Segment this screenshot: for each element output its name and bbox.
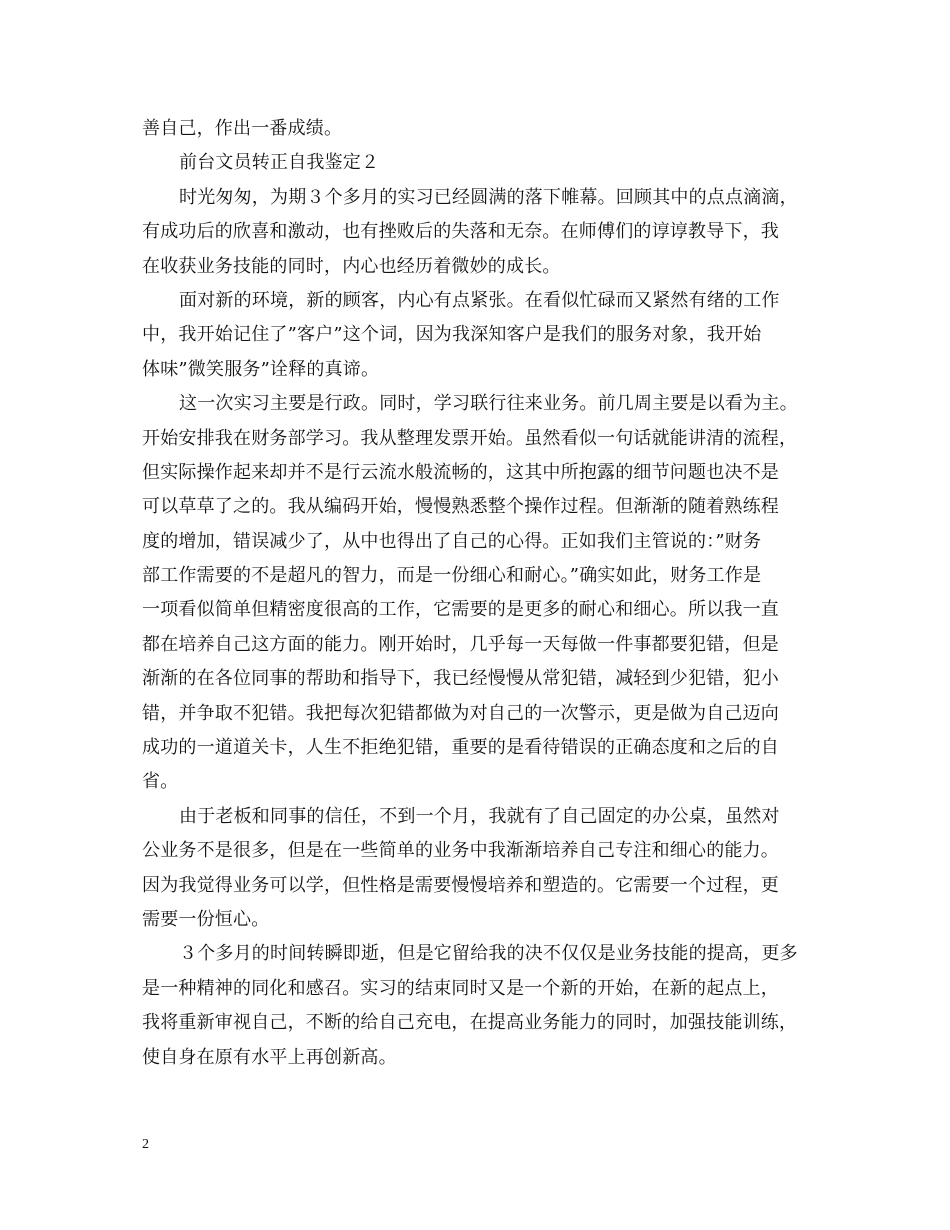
- paragraph-2-line: 中，我开始记住了”客户”这个词，因为我深知客户是我们的服务对象，我开始: [142, 324, 762, 346]
- document-body: [142, 112, 818, 1075]
- paragraph-3-line: 成功的一道道关卡，人生不拒绝犯错，重要的是看待错误的正确态度和之后的自: [142, 737, 779, 759]
- paragraph-2-line: 面对新的环境，新的顾客，内心有点紧张。在看似忙碌而又紧然有绪的工作: [179, 289, 780, 311]
- paragraph-5-line: 使自身在原有水平上再创新高。: [142, 1046, 397, 1068]
- paragraph-1-line: 时光匆匆，为期３个多月的实习已经圆满的落下帷幕。回顾其中的点点滴滴，: [179, 186, 798, 208]
- paragraph-1-line: 在收获业务技能的同时，内心也经历着微妙的成长。: [142, 255, 561, 277]
- paragraph-3-line: 渐渐的在各位同事的帮助和指导下，我已经慢慢从常犯错，减轻到少犯错，犯小: [142, 668, 779, 690]
- page-number: 2: [142, 1137, 149, 1152]
- paragraph-3-line: 可以草草了之的。我从编码开始，慢慢熟悉整个操作过程。但渐渐的随着熟练程: [142, 496, 779, 518]
- paragraph-3-line: 错，并争取不犯错。我把每次犯错都做为对自己的一次警示，更是做为自己迈向: [142, 702, 779, 724]
- paragraph-2-line: 体味”微笑服务”诠释的真谛。: [142, 358, 380, 380]
- paragraph-5-line: 是一种精神的同化和感召。实习的结束同时又是一个新的开始，在新的起点上，: [142, 977, 779, 999]
- paragraph-4-line: 因为我觉得业务可以学，但性格是需要慢慢培养和塑造的。它需要一个过程，更: [142, 874, 779, 896]
- paragraph-5-line: ３个多月的时间转瞬即逝，但是它留给我的决不仅仅是业务技能的提高，更多: [179, 943, 798, 965]
- paragraph-3-line: 这一次实习主要是行政。同时，学习联行往来业务。前几周主要是以看为主。: [179, 393, 798, 415]
- paragraph-3-line: 省。: [142, 771, 179, 793]
- paragraph-3-line: 度的增加，错误减少了，从中也得出了自己的心得。正如我们主管说的：”财务: [142, 530, 762, 552]
- paragraph-1-line: 有成功后的欣喜和激动，也有挫败后的失落和无奈。在师傅们的谆谆教导下，我: [142, 221, 779, 243]
- paragraph-3-line: 一项看似简单但精密度很高的工作，它需要的是更多的耐心和细心。所以我一直: [142, 599, 779, 621]
- section-heading: 前台文员转正自我鉴定２: [179, 152, 380, 174]
- paragraph-4-line: 需要一份恒心。: [142, 908, 270, 930]
- paragraph-3-line: 都在培养自己这方面的能力。刚开始时，几乎每一天每做一件事都要犯错，但是: [142, 633, 779, 655]
- paragraph-4-line: 由于老板和同事的信任，不到一个月，我就有了自己固定的办公桌，虽然对: [179, 805, 780, 827]
- paragraph-5-line: 我将重新审视自己，不断的给自己充电，在提高业务能力的同时，加强技能训练，: [142, 1012, 798, 1034]
- paragraph-3-line: 部工作需要的不是超凡的智力，而是一份细心和耐心。”确实如此，财务工作是: [142, 565, 762, 587]
- paragraph-3-line: 但实际操作起来却并不是行云流水般流畅的，这其中所抱露的细节问题也决不是: [142, 461, 779, 483]
- text-line-continuation: 善自己，作出一番成绩。: [142, 118, 343, 139]
- paragraph-3-line: 开始安排我在财务部学习。我从整理发票开始。虽然看似一句话就能讲清的流程，: [142, 427, 798, 449]
- paragraph-4-line: 公业务不是很多，但是在一些简单的业务中我渐渐培养自己专注和细心的能力。: [142, 840, 779, 862]
